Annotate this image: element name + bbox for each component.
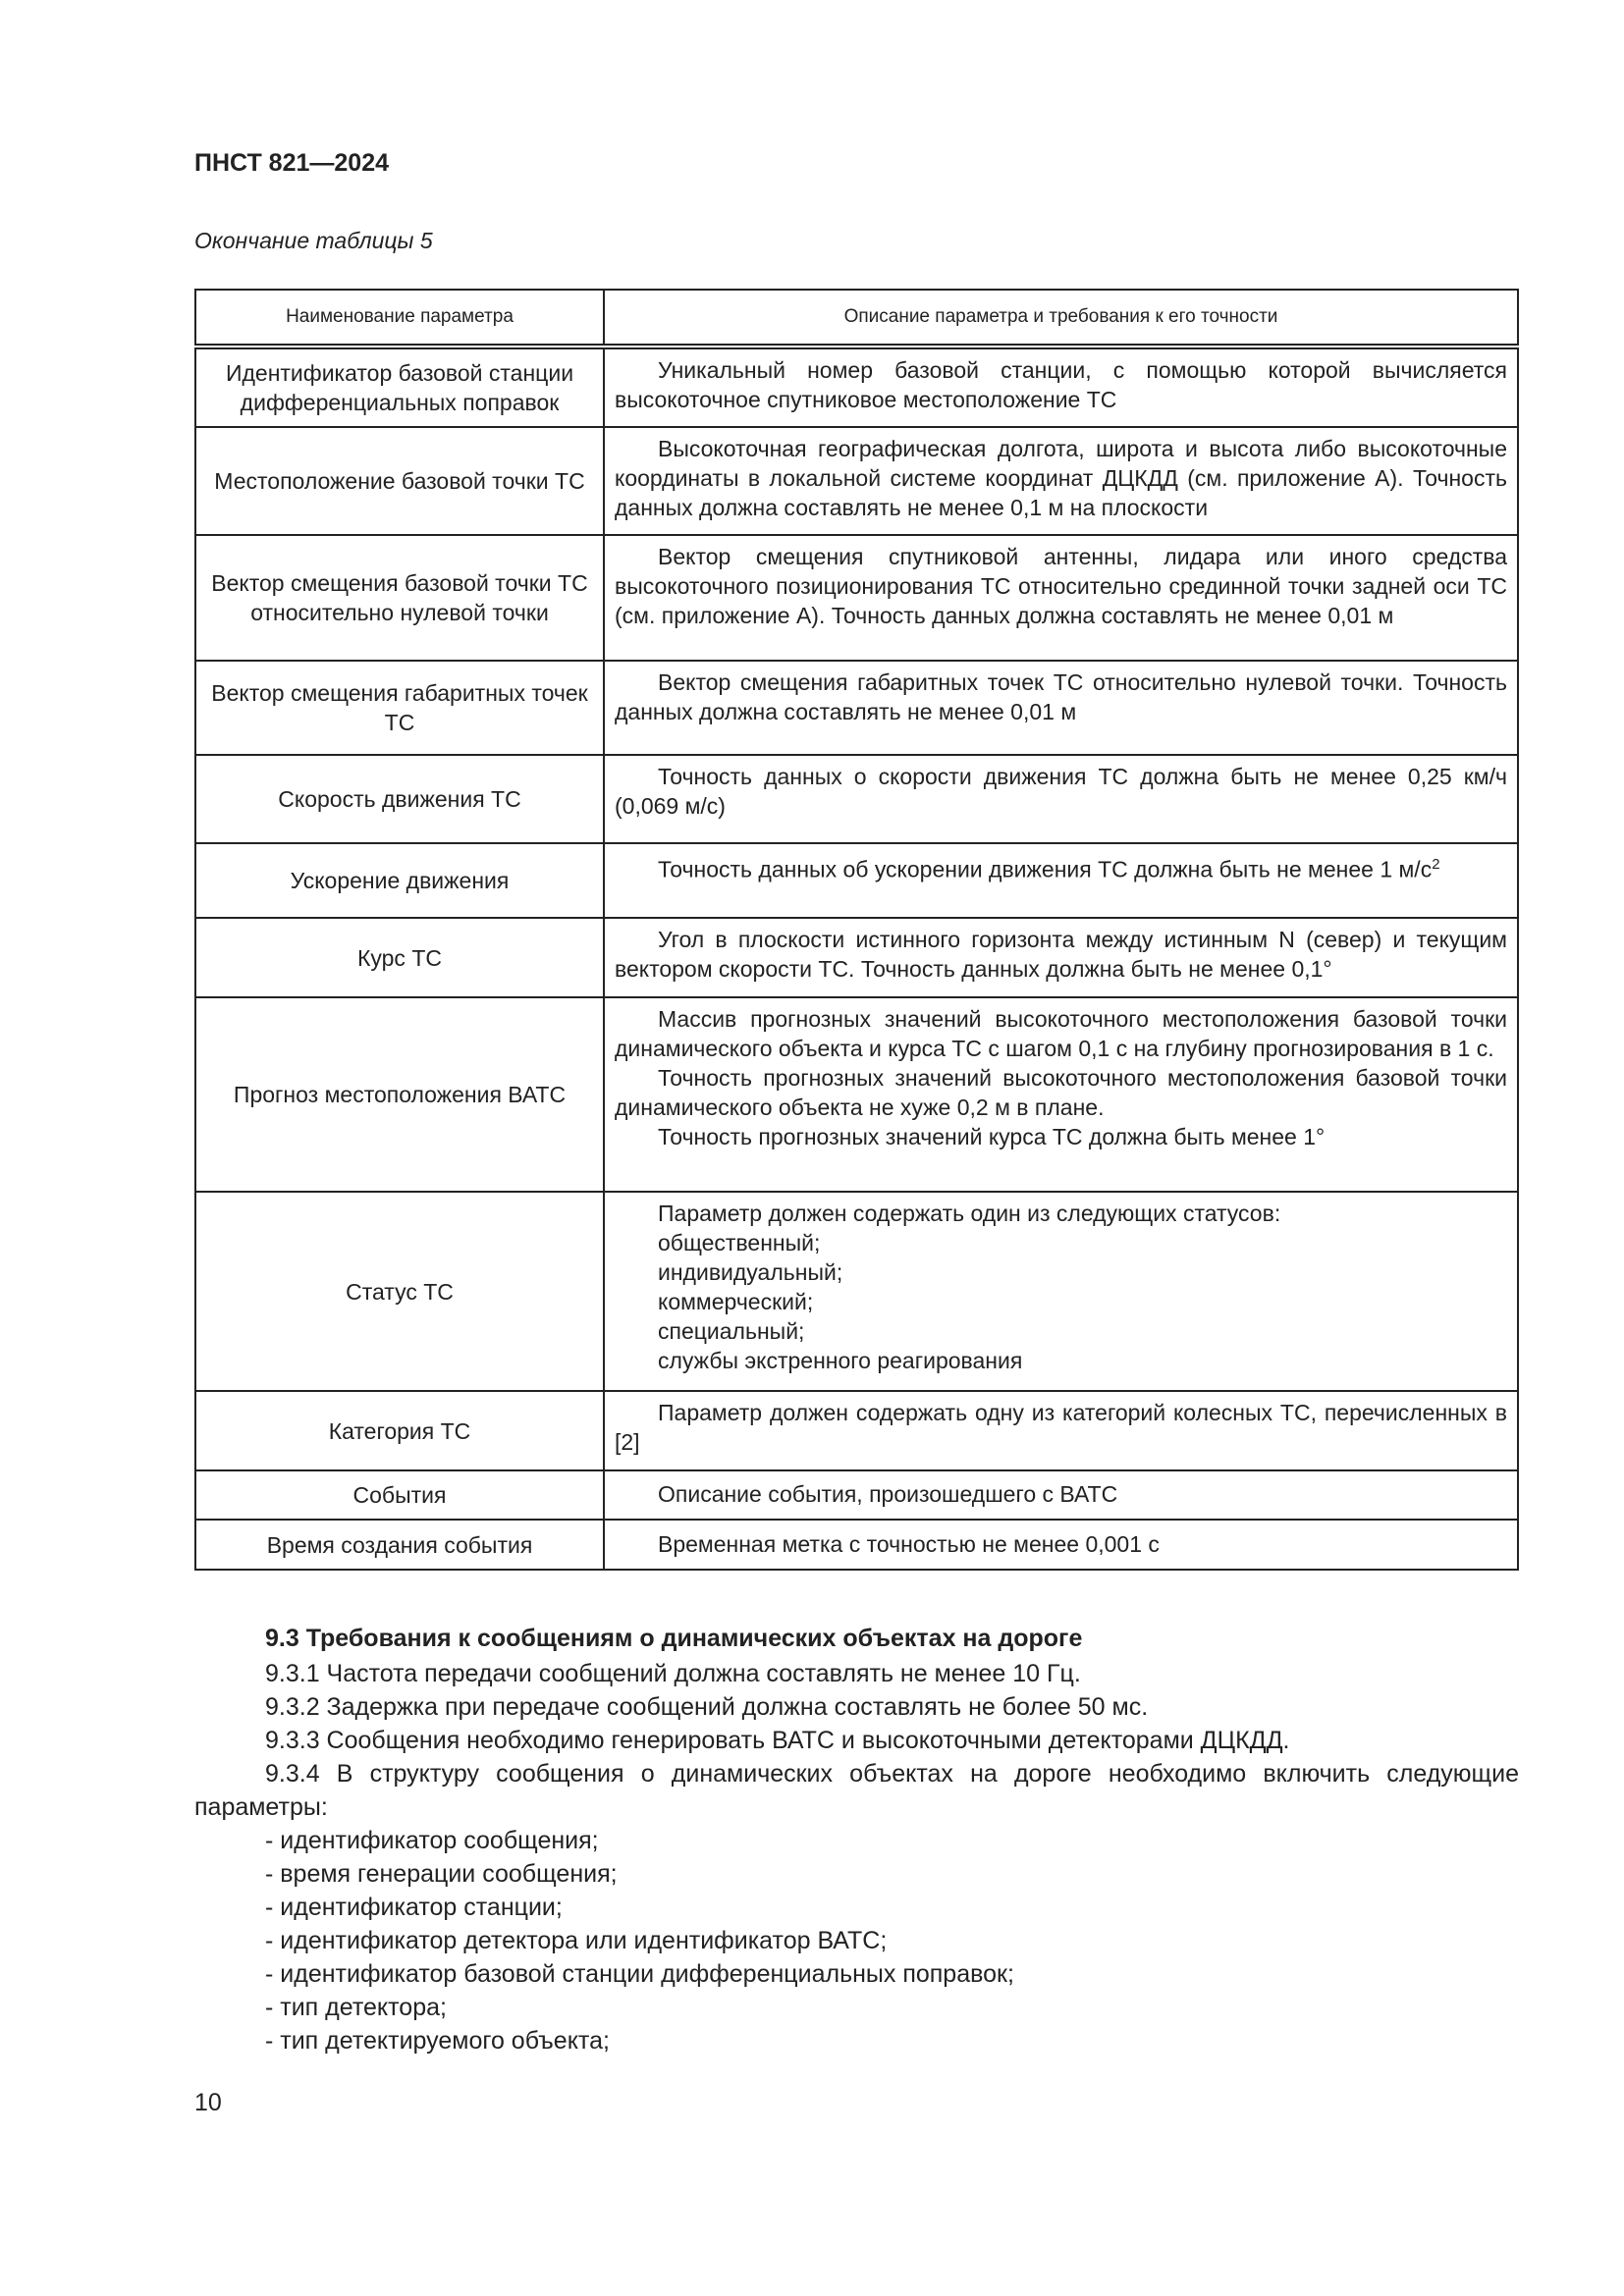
description-text: Параметр должен содержать один из следующих статусов: [658, 1201, 1281, 1226]
status-option: службы экстренного реагирования [658, 1348, 1023, 1373]
parameter-description [604, 1192, 1518, 1391]
paragraph: 9.3.1 Частота передачи сообщений должна составлять не менее 10 Гц. [265, 1660, 1081, 1687]
table-caption: Окончание таблицы 5 [194, 228, 433, 253]
table-row [195, 427, 1518, 535]
table-row [195, 347, 1518, 427]
description-text: Угол в плоскости истинного горизонта между истинным N (север) и текущим вектором скорости ТС. Точность данных должна быть не менее 0,1° [615, 927, 1507, 982]
description-paragraph [615, 1004, 1507, 1063]
table-row [195, 661, 1518, 755]
parameter-name: Статус ТС [195, 1192, 604, 1391]
table-row [195, 535, 1518, 661]
table-row [195, 1520, 1518, 1570]
parameter-name: Вектор смещения базовой точки ТС относительно нулевой точки [195, 535, 604, 661]
table-row [195, 1470, 1518, 1520]
section-heading: 9.3 Требования к сообщениям о динамических объектах на дороге [265, 1625, 1083, 1652]
status-option: специальный; [658, 1318, 805, 1344]
description-paragraph [615, 1479, 1507, 1509]
list-item: - идентификатор базовой станции дифференциальных поправок; [265, 1960, 1014, 1988]
list-item: - идентификатор сообщения; [265, 1827, 599, 1854]
description-paragraph [615, 925, 1507, 984]
description-paragraph [615, 762, 1507, 821]
parameter-name: Вектор смещения габаритных точек ТС [195, 661, 604, 755]
page-number: 10 [194, 2089, 222, 2116]
description-paragraph [615, 850, 1507, 884]
description-text: Вектор смещения габаритных точек ТС относительно нулевой точки. Точность данных должна составлять не менее 0,01 м [615, 669, 1507, 724]
parameter-name: Категория ТС [195, 1391, 604, 1470]
list-item: - идентификатор станции; [265, 1894, 563, 1921]
parameters-table [194, 289, 1519, 1571]
parameter-description [604, 427, 1518, 535]
list-item: - тип детектируемого объекта; [265, 2027, 610, 2055]
table-row [195, 843, 1518, 918]
parameter-name: Идентификатор базовой станции дифференциальных поправок [195, 347, 604, 427]
list-item: - время генерации сообщения; [265, 1860, 618, 1888]
document-code: ПНСТ 821—2024 [194, 149, 389, 177]
parameter-description [604, 1520, 1518, 1570]
table-header-row [195, 290, 1518, 347]
status-option: общественный; [658, 1230, 821, 1255]
parameter-description [604, 755, 1518, 843]
parameter-name: Местоположение базовой точки ТС [195, 427, 604, 535]
description-text: Массив прогнозных значений высокоточного местоположения базовой точки динамического объекта и курса ТС с шагом 0,1 с на глубину прогнозирования в 1 с. [615, 1006, 1507, 1061]
description-text: Временная метка с точностью не менее 0,001 с [658, 1530, 1160, 1557]
parameter-description [604, 1391, 1518, 1470]
parameter-description [604, 997, 1518, 1192]
table-row [195, 755, 1518, 843]
parameter-description [604, 347, 1518, 427]
parameter-name: Ускорение движения [195, 843, 604, 918]
parameter-name: Курс ТС [195, 918, 604, 997]
status-option: индивидуальный; [658, 1259, 843, 1285]
description-text: Описание события, произошедшего с ВАТС [658, 1481, 1118, 1507]
description-text: Уникальный номер базовой станции, с помощью которой вычисляется высокоточное спутниковое местоположение ТС [615, 357, 1507, 412]
description-text: Точность данных об ускорении движения ТС должна быть не менее 1 м/с [658, 856, 1433, 882]
paragraph: 9.3.3 Сообщения необходимо генерировать ВАТС и высокоточными детекторами ДЦКДД. [265, 1727, 1290, 1754]
column-header-name: Наименование параметра [195, 290, 604, 347]
description-paragraph [615, 1398, 1507, 1457]
description-paragraph [615, 1199, 1507, 1228]
description-paragraph [615, 434, 1507, 522]
description-paragraph [615, 355, 1507, 414]
description-paragraph [615, 542, 1507, 630]
list-item: - идентификатор детектора или идентификатор ВАТС; [265, 1927, 888, 1954]
parameter-name: Время создания события [195, 1520, 604, 1570]
parameter-name: События [195, 1470, 604, 1520]
table-row [195, 997, 1518, 1192]
description-paragraph [615, 667, 1507, 726]
list-item: - тип детектора; [265, 1994, 447, 2021]
table-row [195, 1391, 1518, 1470]
description-paragraph [615, 1529, 1507, 1559]
description-text: Точность прогнозных значений высокоточного местоположения базовой точки динамического объекта не хуже 0,2 м в плане. [615, 1065, 1507, 1120]
column-header-description: Описание параметра и требования к его точности [604, 290, 1518, 347]
table-row [195, 918, 1518, 997]
description-paragraph [615, 1122, 1507, 1151]
parameter-description [604, 1470, 1518, 1520]
description-text: Точность прогнозных значений курса ТС должна быть менее 1° [658, 1124, 1326, 1149]
description-text: Вектор смещения спутниковой антенны, лидара или иного средства высокоточного позиционирования ТС относительно срединной точки задней оси ТС (см. приложение А). Точность данных должна составлять не менее 0,01 м [615, 544, 1507, 628]
parameter-description [604, 535, 1518, 661]
superscript: 2 [1432, 856, 1440, 873]
parameter-name: Прогноз местоположения ВАТС [195, 997, 604, 1192]
parameter-description [604, 918, 1518, 997]
description-text: Высокоточная географическая долгота, широта и высота либо высокоточные координаты в локальной системе координат ДЦКДД (см. приложение А). Точность данных должна составлять не менее 0,1 м на плоскости [615, 436, 1507, 520]
table-row [195, 1192, 1518, 1391]
description-text: Точность данных о скорости движения ТС должна быть не менее 0,25 км/ч (0,069 м/с) [615, 764, 1507, 819]
status-option: коммерческий; [658, 1289, 814, 1314]
section-9-3 [194, 1622, 1519, 2057]
description-paragraph [615, 1063, 1507, 1122]
parameter-description [604, 661, 1518, 755]
parameter-name: Скорость движения ТС [195, 755, 604, 843]
paragraph: 9.3.2 Задержка при передаче сообщений должна составлять не более 50 мс. [265, 1693, 1149, 1721]
parameter-description [604, 843, 1518, 918]
description-text: Параметр должен содержать одну из категорий колесных ТС, перечисленных в [2] [615, 1400, 1507, 1455]
paragraph: 9.3.4 В структуру сообщения о динамических объектах на дороге необходимо включить следующие параметры: [194, 1760, 1519, 1821]
